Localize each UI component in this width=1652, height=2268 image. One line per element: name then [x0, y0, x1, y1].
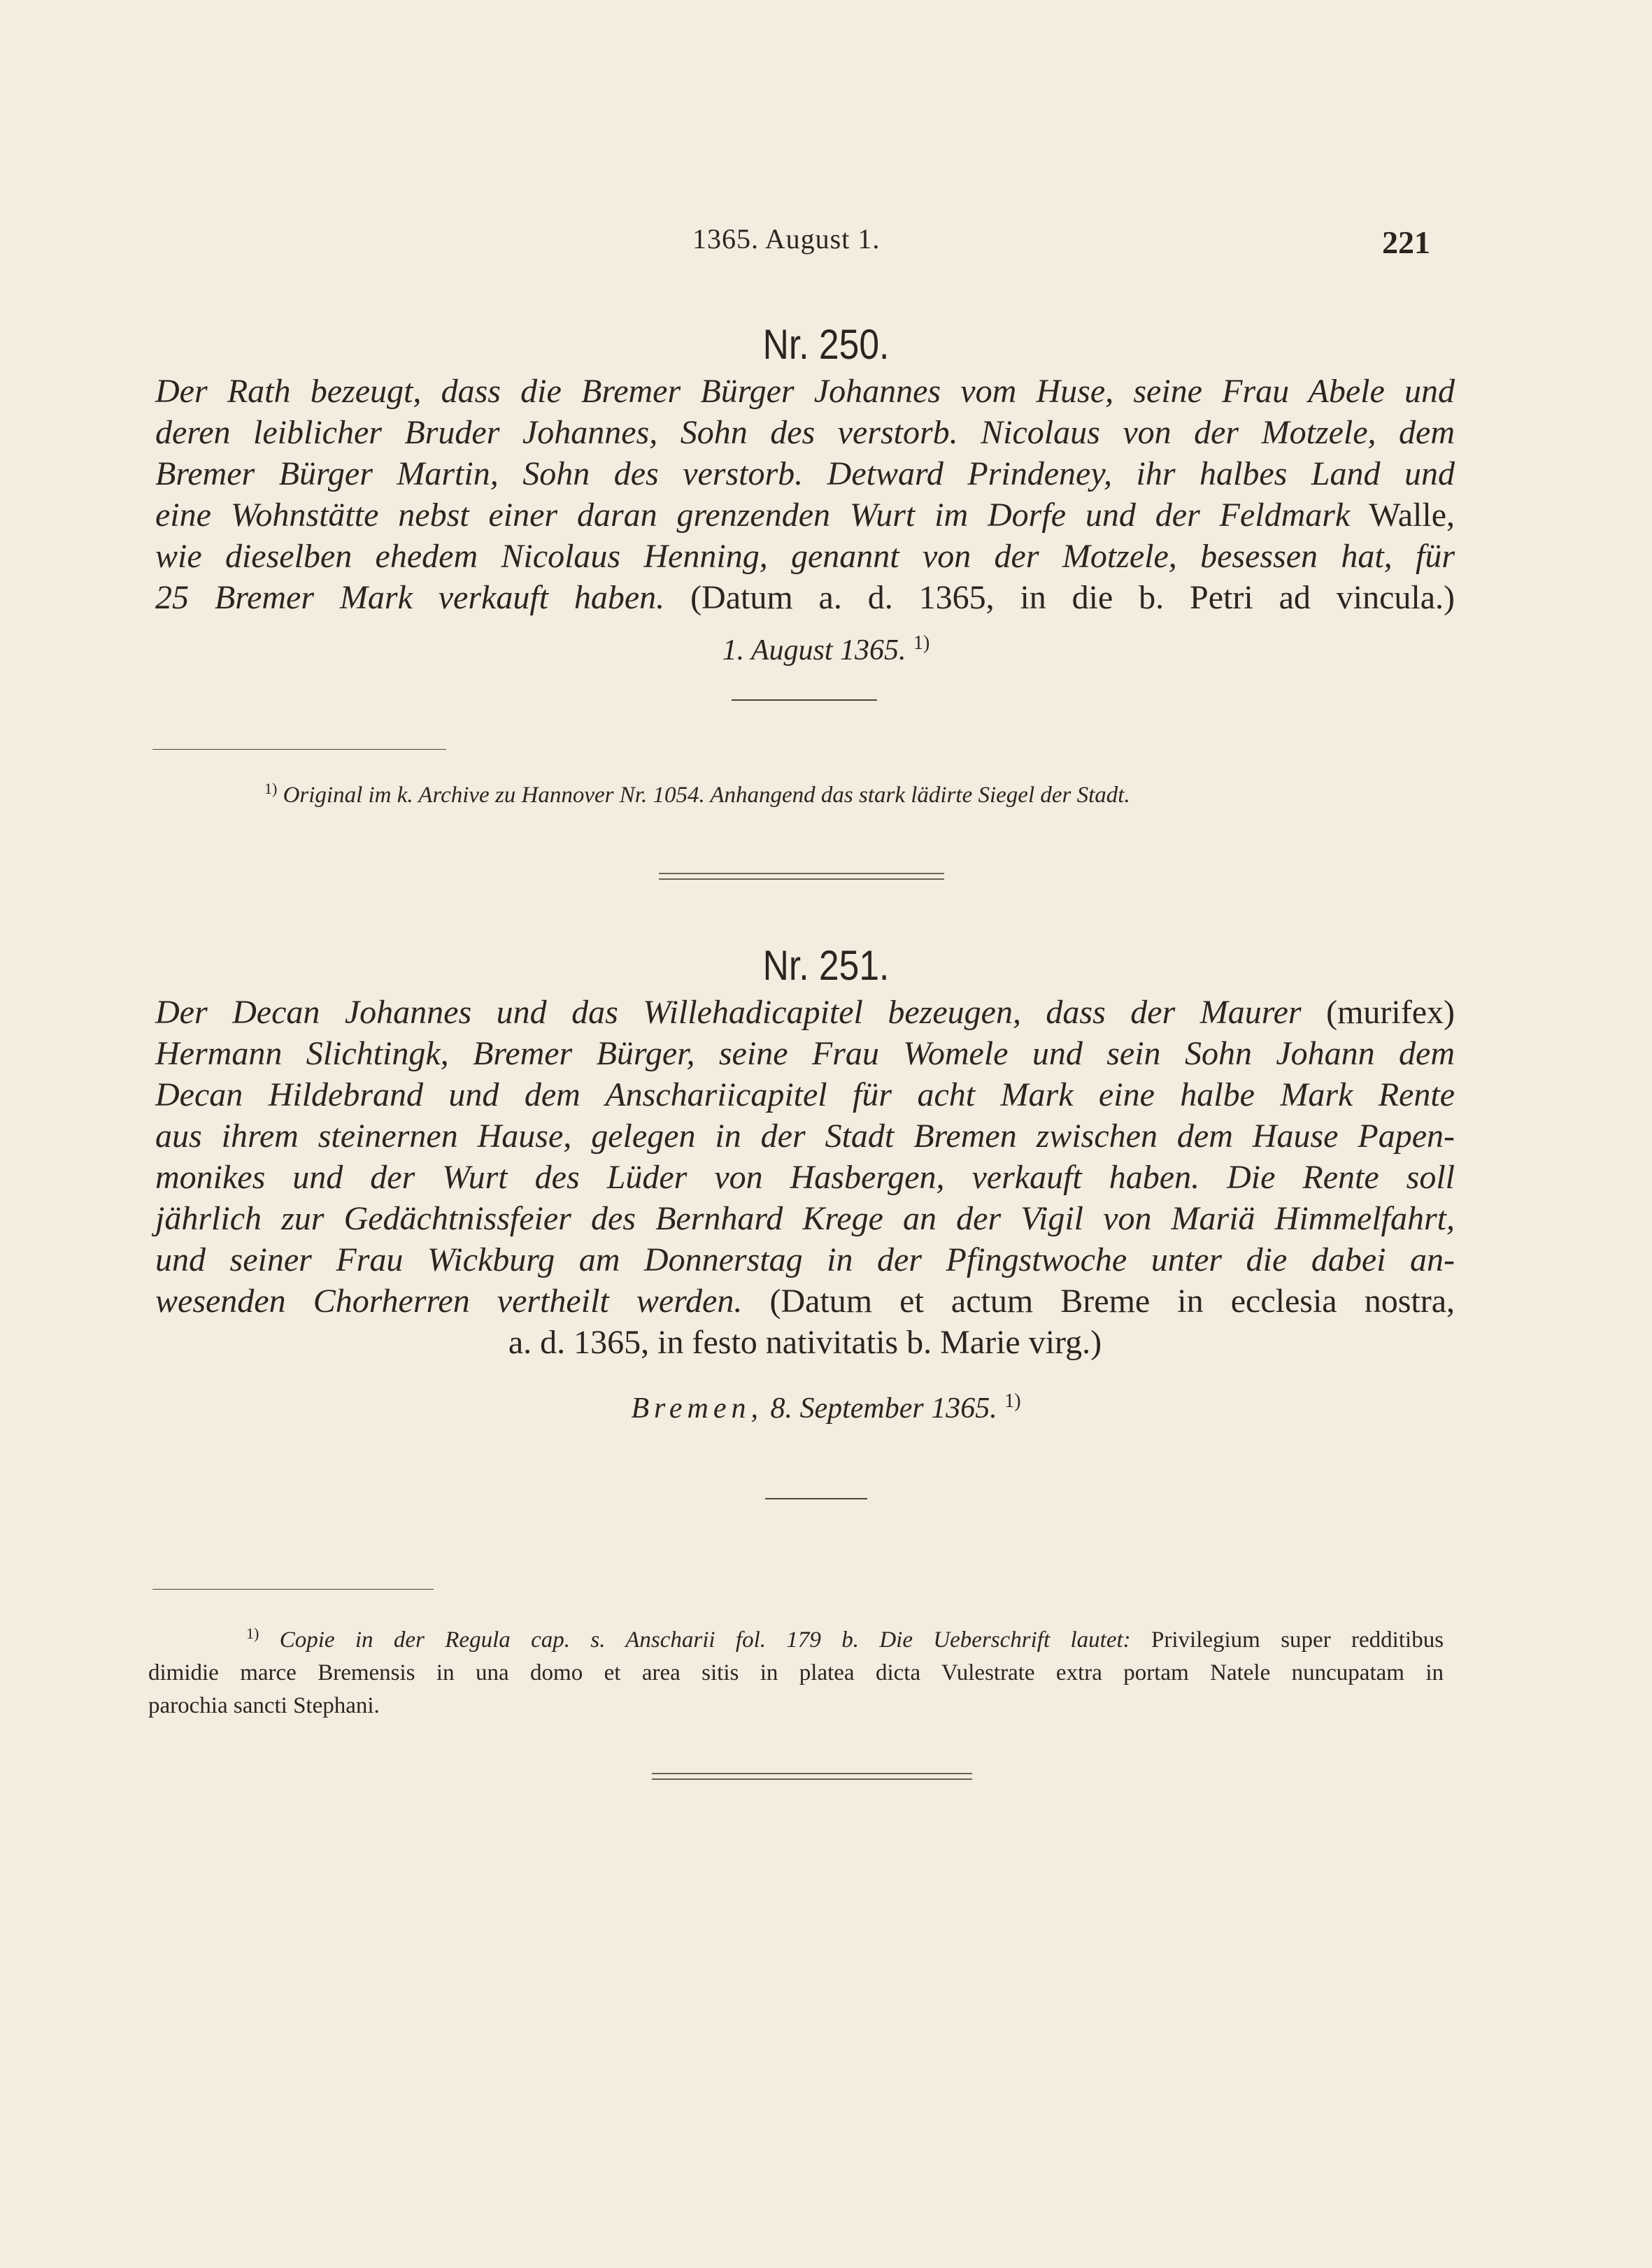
entry-250-number: Nr. 250.: [762, 321, 890, 368]
entry-separator: [659, 873, 944, 880]
regest-line: a. d. 1365, in festo nativitatis b. Marie virg.): [508, 1324, 1102, 1361]
regest-line-roman: (murifex): [1326, 994, 1455, 1031]
footnote-reference: 1): [1004, 1390, 1021, 1412]
date-place: Bremen,: [631, 1392, 763, 1425]
footnote-rule: [152, 749, 446, 750]
page-number: 221: [1382, 224, 1430, 260]
regest-line: aus ihrem steinernen Hause, gelegen in der Stadt Bremen zwischen dem Hause Papen-: [155, 1118, 1455, 1155]
footnote-line: dimidie marce Bremensis in una domo et area sitis in platea dicta Vulestrate extra portam Natele nuncupatam in: [148, 1660, 1444, 1685]
footnote-rule: [152, 1589, 434, 1590]
regest-line-roman: (Datum et actum Breme in ecclesia nostra,: [769, 1283, 1455, 1320]
footnote-text: Original im k. Archive zu Hannover Nr. 1054. Anhangend das stark lädirte Siegel der Stadt.: [283, 783, 1130, 808]
entry-251-date: [0, 1390, 1652, 1425]
regest-line-italic: 25 Bremer Mark verkauft haben.: [155, 579, 665, 616]
regest-line-italic: eine Wohnstätte nebst einer daran grenzenden Wurt im Dorfe und der Feldmark: [155, 497, 1351, 534]
footnote-marker: 1): [264, 780, 278, 797]
regest-line: wie dieselben ehedem Nicolaus Henning, genannt von der Motzele, besessen hat, für: [155, 538, 1455, 575]
regest-line: deren leiblicher Bruder Johannes, Sohn des verstorb. Nicolaus von der Motzele, dem: [155, 414, 1455, 451]
footnote-line: parochia sancti Stephani.: [148, 1693, 380, 1718]
section-divider: [732, 699, 877, 701]
regest-line-italic: Der Decan Johannes und das Willehadicapitel bezeugen, dass der Maurer: [155, 994, 1302, 1031]
entry-250-footnote: [264, 772, 1327, 812]
regest-line: [155, 1281, 1455, 1322]
entry-separator: [652, 1773, 972, 1780]
regest-line: monikes und der Wurt des Lüder von Hasbergen, verkauft haben. Die Rente soll: [155, 1159, 1455, 1196]
footnote-line: [264, 772, 1327, 812]
regest-line: Der Rath bezeugt, dass die Bremer Bürger Johannes vom Huse, seine Frau Abele und: [155, 373, 1455, 410]
regest-line: [155, 494, 1455, 536]
footnote-marker: 1): [246, 1625, 259, 1642]
entry-251-regest: [155, 992, 1455, 1363]
regest-line: [155, 992, 1455, 1033]
entry-250-regest: [155, 371, 1455, 618]
entry-250-date: [0, 632, 1652, 667]
section-divider: [765, 1498, 867, 1499]
regest-line: und seiner Frau Wickburg am Donnerstag in der Pfingstwoche unter die dabei an-: [155, 1241, 1455, 1278]
regest-line: Hermann Slichtingk, Bremer Bürger, seine Frau Womele und sein Sohn Johann dem: [155, 1035, 1455, 1072]
running-head: [0, 222, 1652, 264]
regest-line-roman: (Datum a. d. 1365, in die b. Petri ad vincula.): [690, 579, 1455, 616]
footnote-reference: 1): [913, 632, 930, 654]
date-text: 1. August 1365.: [722, 634, 906, 666]
regest-line: jährlich zur Gedächtnissfeier des Bernhard Krege an der Vigil von Mariä Himmelfahrt,: [155, 1200, 1455, 1237]
entry-251-footnote: [148, 1617, 1444, 1723]
footnote-line: [148, 1617, 1444, 1657]
footnote-text-roman: Privilegium super redditibus: [1151, 1627, 1444, 1653]
running-head-title: 1365. August 1.: [692, 223, 881, 255]
date-text: 8. September 1365.: [770, 1392, 997, 1425]
regest-line: [155, 577, 1455, 618]
regest-line-italic: wesenden Chorherren vertheilt werden.: [155, 1283, 743, 1320]
regest-line: Bremer Bürger Martin, Sohn des verstorb. Detward Prindeney, ihr halbes Land und: [155, 455, 1455, 492]
regest-line: Decan Hildebrand und dem Anschariicapitel für acht Mark eine halbe Mark Rente: [155, 1076, 1455, 1113]
entry-251-number: Nr. 251.: [762, 942, 890, 989]
regest-line-roman: Walle,: [1369, 497, 1455, 534]
footnote-text-italic: Copie in der Regula cap. s. Anscharii fol. 179 b. Die Ueberschrift lautet:: [279, 1627, 1131, 1653]
